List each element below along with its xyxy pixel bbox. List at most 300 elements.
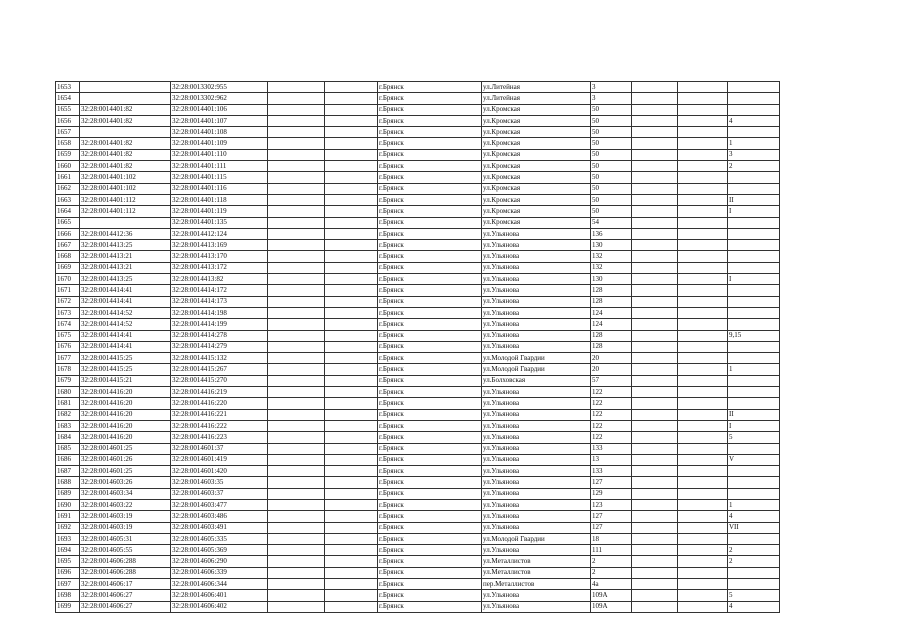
cadastral-number-cell: 32:28:0014401:111 [171,161,268,172]
unit-number-cell [728,183,780,194]
house-number-cell: 130 [591,274,632,285]
parent-cadastral-cell: 32:28:0014401:112 [80,206,171,217]
house-number-cell: 111 [591,545,632,556]
empty-cell-b [325,285,378,296]
empty-cell-c [632,499,678,510]
empty-cell-d [678,262,728,273]
street-cell: ул.Ульянова [482,296,591,307]
empty-cell-b [325,330,378,341]
table-row [56,477,780,488]
house-number-cell: 109А [591,601,632,612]
city-cell: г.Брянск [378,341,482,352]
city-cell: г.Брянск [378,251,482,262]
cadastral-number-cell: 32:28:0014416:219 [171,387,268,398]
empty-cell-d [678,217,728,228]
parent-cadastral-cell: 32:28:0014606:288 [80,556,171,567]
empty-cell-a [268,353,325,364]
street-cell: ул.Кромская [482,206,591,217]
empty-cell-a [268,533,325,544]
empty-cell-c [632,138,678,149]
empty-cell-b [325,387,378,398]
empty-cell-c [632,579,678,590]
street-cell: ул.Литейная [482,82,591,93]
street-cell: ул.Ульянова [482,499,591,510]
empty-cell-a [268,341,325,352]
empty-cell-d [678,409,728,420]
empty-cell-a [268,432,325,443]
unit-number-cell: 1 [728,364,780,375]
empty-cell-b [325,274,378,285]
unit-number-cell [728,93,780,104]
city-cell: г.Брянск [378,533,482,544]
empty-cell-a [268,499,325,510]
empty-cell-d [678,601,728,612]
empty-cell-b [325,138,378,149]
cadastral-number-cell: 32:28:0014605:335 [171,533,268,544]
row-number-cell: 1680 [56,387,80,398]
empty-cell-c [632,511,678,522]
empty-cell-b [325,522,378,533]
street-cell: ул.Металлистов [482,567,591,578]
empty-cell-c [632,443,678,454]
empty-cell-c [632,522,678,533]
city-cell: г.Брянск [378,387,482,398]
empty-cell-c [632,285,678,296]
empty-cell-d [678,364,728,375]
empty-cell-b [325,556,378,567]
unit-number-cell: 2 [728,556,780,567]
parent-cadastral-cell: 32:28:0014413:21 [80,262,171,273]
empty-cell-a [268,285,325,296]
house-number-cell: 50 [591,206,632,217]
house-number-cell: 122 [591,387,632,398]
empty-cell-a [268,387,325,398]
street-cell: ул.Ульянова [482,601,591,612]
empty-cell-a [268,206,325,217]
city-cell: г.Брянск [378,466,482,477]
city-cell: г.Брянск [378,285,482,296]
table-row [56,499,780,510]
parent-cadastral-cell: 32:28:0014413:25 [80,240,171,251]
empty-cell-c [632,590,678,601]
parent-cadastral-cell [80,217,171,228]
street-cell: ул.Ульянова [482,262,591,273]
table-row [56,194,780,205]
empty-cell-c [632,115,678,126]
row-number-cell: 1659 [56,149,80,160]
empty-cell-d [678,533,728,544]
empty-cell-c [632,206,678,217]
street-cell: ул.Кромская [482,161,591,172]
row-number-cell: 1674 [56,319,80,330]
city-cell: г.Брянск [378,138,482,149]
cadastral-number-cell: 32:28:0014415:270 [171,375,268,386]
table-row [56,522,780,533]
unit-number-cell [728,341,780,352]
street-cell: ул.Ульянова [482,341,591,352]
cadastral-number-cell: 32:28:0013302:955 [171,82,268,93]
row-number-cell: 1666 [56,228,80,239]
row-number-cell: 1682 [56,409,80,420]
empty-cell-c [632,398,678,409]
empty-cell-a [268,364,325,375]
parent-cadastral-cell [80,82,171,93]
row-number-cell: 1679 [56,375,80,386]
unit-number-cell [728,307,780,318]
city-cell: г.Брянск [378,420,482,431]
street-cell: ул.Кромская [482,115,591,126]
table-row [56,454,780,465]
cadastral-number-cell: 32:28:0014401:115 [171,172,268,183]
row-number-cell: 1686 [56,454,80,465]
city-cell: г.Брянск [378,104,482,115]
table-row [56,206,780,217]
table-row [56,115,780,126]
parent-cadastral-cell: 32:28:0014414:41 [80,330,171,341]
empty-cell-a [268,330,325,341]
empty-cell-b [325,251,378,262]
house-number-cell: 50 [591,172,632,183]
city-cell: г.Брянск [378,454,482,465]
unit-number-cell [728,172,780,183]
table-row [56,262,780,273]
parent-cadastral-cell [80,93,171,104]
empty-cell-b [325,296,378,307]
empty-cell-b [325,533,378,544]
table-row [56,172,780,183]
row-number-cell: 1669 [56,262,80,273]
city-cell: г.Брянск [378,330,482,341]
city-cell: г.Брянск [378,93,482,104]
row-number-cell: 1657 [56,127,80,138]
table-row [56,93,780,104]
row-number-cell: 1673 [56,307,80,318]
street-cell: ул.Ульянова [482,251,591,262]
empty-cell-a [268,511,325,522]
city-cell: г.Брянск [378,149,482,160]
street-cell: ул.Ульянова [482,454,591,465]
row-number-cell: 1675 [56,330,80,341]
house-number-cell: 54 [591,217,632,228]
parent-cadastral-cell: 32:28:0014415:25 [80,353,171,364]
cadastral-number-cell: 32:28:0014401:108 [171,127,268,138]
unit-number-cell [728,104,780,115]
row-number-cell: 1662 [56,183,80,194]
parent-cadastral-cell: 32:28:0014416:20 [80,432,171,443]
city-cell: г.Брянск [378,228,482,239]
table-row [56,556,780,567]
house-number-cell: 122 [591,420,632,431]
house-number-cell: 109А [591,590,632,601]
city-cell: г.Брянск [378,398,482,409]
empty-cell-a [268,466,325,477]
empty-cell-a [268,251,325,262]
street-cell: ул.Ульянова [482,443,591,454]
parent-cadastral-cell: 32:28:0014401:102 [80,183,171,194]
parent-cadastral-cell: 32:28:0014401:102 [80,172,171,183]
table-row [56,488,780,499]
table-row [56,375,780,386]
city-cell: г.Брянск [378,375,482,386]
house-number-cell: 57 [591,375,632,386]
row-number-cell: 1665 [56,217,80,228]
house-number-cell: 133 [591,443,632,454]
street-cell: ул.Ульянова [482,330,591,341]
row-number-cell: 1697 [56,579,80,590]
house-number-cell: 122 [591,432,632,443]
cadastral-number-cell: 32:28:0014416:223 [171,432,268,443]
cadastral-number-cell: 32:28:0014414:198 [171,307,268,318]
empty-cell-d [678,522,728,533]
street-cell: ул.Ульянова [482,488,591,499]
city-cell: г.Брянск [378,579,482,590]
empty-cell-a [268,82,325,93]
street-cell: ул.Ульянова [482,274,591,285]
unit-number-cell: 5 [728,432,780,443]
row-number-cell: 1698 [56,590,80,601]
unit-number-cell: 4 [728,601,780,612]
empty-cell-d [678,228,728,239]
unit-number-cell: I [728,206,780,217]
cadastral-number-cell: 32:28:0014413:172 [171,262,268,273]
empty-cell-d [678,161,728,172]
street-cell: ул.Ульянова [482,545,591,556]
house-number-cell: 123 [591,499,632,510]
street-cell: ул.Ульянова [482,307,591,318]
unit-number-cell [728,262,780,273]
row-number-cell: 1653 [56,82,80,93]
cadastral-number-cell: 32:28:0014413:169 [171,240,268,251]
table-row [56,511,780,522]
row-number-cell: 1663 [56,194,80,205]
empty-cell-b [325,228,378,239]
parent-cadastral-cell: 32:28:0014414:52 [80,319,171,330]
unit-number-cell [728,240,780,251]
empty-cell-a [268,217,325,228]
parent-cadastral-cell: 32:28:0014603:34 [80,488,171,499]
cadastral-number-cell: 32:28:0014603:37 [171,488,268,499]
table-row [56,274,780,285]
house-number-cell: 50 [591,183,632,194]
empty-cell-d [678,285,728,296]
city-cell: г.Брянск [378,567,482,578]
empty-cell-a [268,307,325,318]
cadastral-number-cell: 32:28:0014416:221 [171,409,268,420]
empty-cell-c [632,420,678,431]
unit-number-cell [728,228,780,239]
unit-number-cell: 3 [728,149,780,160]
parent-cadastral-cell: 32:28:0014416:20 [80,420,171,431]
cadastral-number-cell: 32:28:0014603:486 [171,511,268,522]
house-number-cell: 50 [591,149,632,160]
house-number-cell: 50 [591,127,632,138]
empty-cell-a [268,194,325,205]
parent-cadastral-cell: 32:28:0014603:19 [80,511,171,522]
street-cell: ул.Кромская [482,194,591,205]
empty-cell-c [632,183,678,194]
empty-cell-a [268,138,325,149]
empty-cell-d [678,387,728,398]
house-number-cell: 128 [591,296,632,307]
unit-number-cell: 2 [728,545,780,556]
empty-cell-b [325,194,378,205]
unit-number-cell: I [728,420,780,431]
parent-cadastral-cell: 32:28:0014415:21 [80,375,171,386]
empty-cell-b [325,161,378,172]
street-cell: ул.Ульянова [482,420,591,431]
row-number-cell: 1678 [56,364,80,375]
cadastral-number-cell: 32:28:0014606:344 [171,579,268,590]
empty-cell-c [632,601,678,612]
empty-cell-b [325,127,378,138]
row-number-cell: 1695 [56,556,80,567]
table-row [56,240,780,251]
parent-cadastral-cell: 32:28:0014414:41 [80,285,171,296]
parent-cadastral-cell: 32:28:0014605:55 [80,545,171,556]
house-number-cell: 122 [591,409,632,420]
unit-number-cell: I [728,274,780,285]
cadastral-number-cell: 32:28:0014415:132 [171,353,268,364]
empty-cell-d [678,296,728,307]
parent-cadastral-cell: 32:28:0014415:25 [80,364,171,375]
empty-cell-a [268,127,325,138]
empty-cell-a [268,556,325,567]
house-number-cell: 2 [591,556,632,567]
row-number-cell: 1664 [56,206,80,217]
empty-cell-a [268,545,325,556]
street-cell: ул.Литейная [482,93,591,104]
empty-cell-d [678,138,728,149]
empty-cell-b [325,319,378,330]
empty-cell-a [268,420,325,431]
empty-cell-d [678,104,728,115]
house-number-cell: 128 [591,330,632,341]
parent-cadastral-cell: 32:28:0014401:82 [80,115,171,126]
empty-cell-c [632,477,678,488]
unit-number-cell: II [728,194,780,205]
empty-cell-b [325,341,378,352]
table-row [56,251,780,262]
empty-cell-d [678,579,728,590]
house-number-cell: 2 [591,567,632,578]
empty-cell-a [268,149,325,160]
empty-cell-a [268,375,325,386]
cadastral-number-cell: 32:28:0014606:401 [171,590,268,601]
city-cell: г.Брянск [378,522,482,533]
unit-number-cell [728,567,780,578]
empty-cell-a [268,262,325,273]
empty-cell-c [632,262,678,273]
empty-cell-c [632,432,678,443]
empty-cell-b [325,454,378,465]
empty-cell-b [325,307,378,318]
city-cell: г.Брянск [378,353,482,364]
empty-cell-c [632,274,678,285]
empty-cell-a [268,319,325,330]
street-cell: ул.Молодой Гвардии [482,353,591,364]
empty-cell-b [325,82,378,93]
empty-cell-c [632,409,678,420]
empty-cell-d [678,420,728,431]
parent-cadastral-cell: 32:28:0014601:25 [80,443,171,454]
empty-cell-c [632,567,678,578]
parent-cadastral-cell: 32:28:0014606:288 [80,567,171,578]
empty-cell-d [678,330,728,341]
empty-cell-b [325,545,378,556]
city-cell: г.Брянск [378,262,482,273]
cadastral-number-cell: 32:28:0014401:135 [171,217,268,228]
cadastral-number-cell: 32:28:0014401:110 [171,149,268,160]
empty-cell-b [325,432,378,443]
table-row [56,590,780,601]
row-number-cell: 1687 [56,466,80,477]
unit-number-cell [728,375,780,386]
cadastral-number-cell: 32:28:0014401:119 [171,206,268,217]
table-row [56,409,780,420]
empty-cell-b [325,443,378,454]
street-cell: пер.Металлистов [482,579,591,590]
empty-cell-b [325,409,378,420]
street-cell: ул.Ульянова [482,477,591,488]
street-cell: ул.Кромская [482,172,591,183]
empty-cell-b [325,149,378,160]
unit-number-cell [728,127,780,138]
street-cell: ул.Кромская [482,104,591,115]
cadastral-number-cell: 32:28:0014601:420 [171,466,268,477]
cadastral-number-cell: 32:28:0014413:170 [171,251,268,262]
empty-cell-b [325,420,378,431]
empty-cell-c [632,307,678,318]
row-number-cell: 1688 [56,477,80,488]
empty-cell-a [268,579,325,590]
empty-cell-d [678,398,728,409]
parent-cadastral-cell: 32:28:0014606:27 [80,601,171,612]
empty-cell-d [678,115,728,126]
city-cell: г.Брянск [378,432,482,443]
empty-cell-c [632,228,678,239]
street-cell: ул.Молодой Гвардии [482,533,591,544]
table-row [56,545,780,556]
street-cell: ул.Ульянова [482,511,591,522]
house-number-cell: 122 [591,398,632,409]
street-cell: ул.Металлистов [482,556,591,567]
street-cell: ул.Ульянова [482,432,591,443]
empty-cell-b [325,262,378,273]
city-cell: г.Брянск [378,217,482,228]
empty-cell-c [632,296,678,307]
row-number-cell: 1685 [56,443,80,454]
cadastral-number-cell: 32:28:0013302:962 [171,93,268,104]
registry-table [55,81,780,613]
table-row [56,533,780,544]
city-cell: г.Брянск [378,499,482,510]
table-row [56,579,780,590]
empty-cell-a [268,115,325,126]
table-row [56,161,780,172]
row-number-cell: 1656 [56,115,80,126]
unit-number-cell [728,533,780,544]
empty-cell-b [325,353,378,364]
unit-number-cell [728,466,780,477]
empty-cell-a [268,296,325,307]
city-cell: г.Брянск [378,319,482,330]
cadastral-number-cell: 32:28:0014414:173 [171,296,268,307]
parent-cadastral-cell: 32:28:0014401:82 [80,161,171,172]
parent-cadastral-cell: 32:28:0014414:52 [80,307,171,318]
empty-cell-c [632,454,678,465]
empty-cell-a [268,240,325,251]
empty-cell-c [632,387,678,398]
